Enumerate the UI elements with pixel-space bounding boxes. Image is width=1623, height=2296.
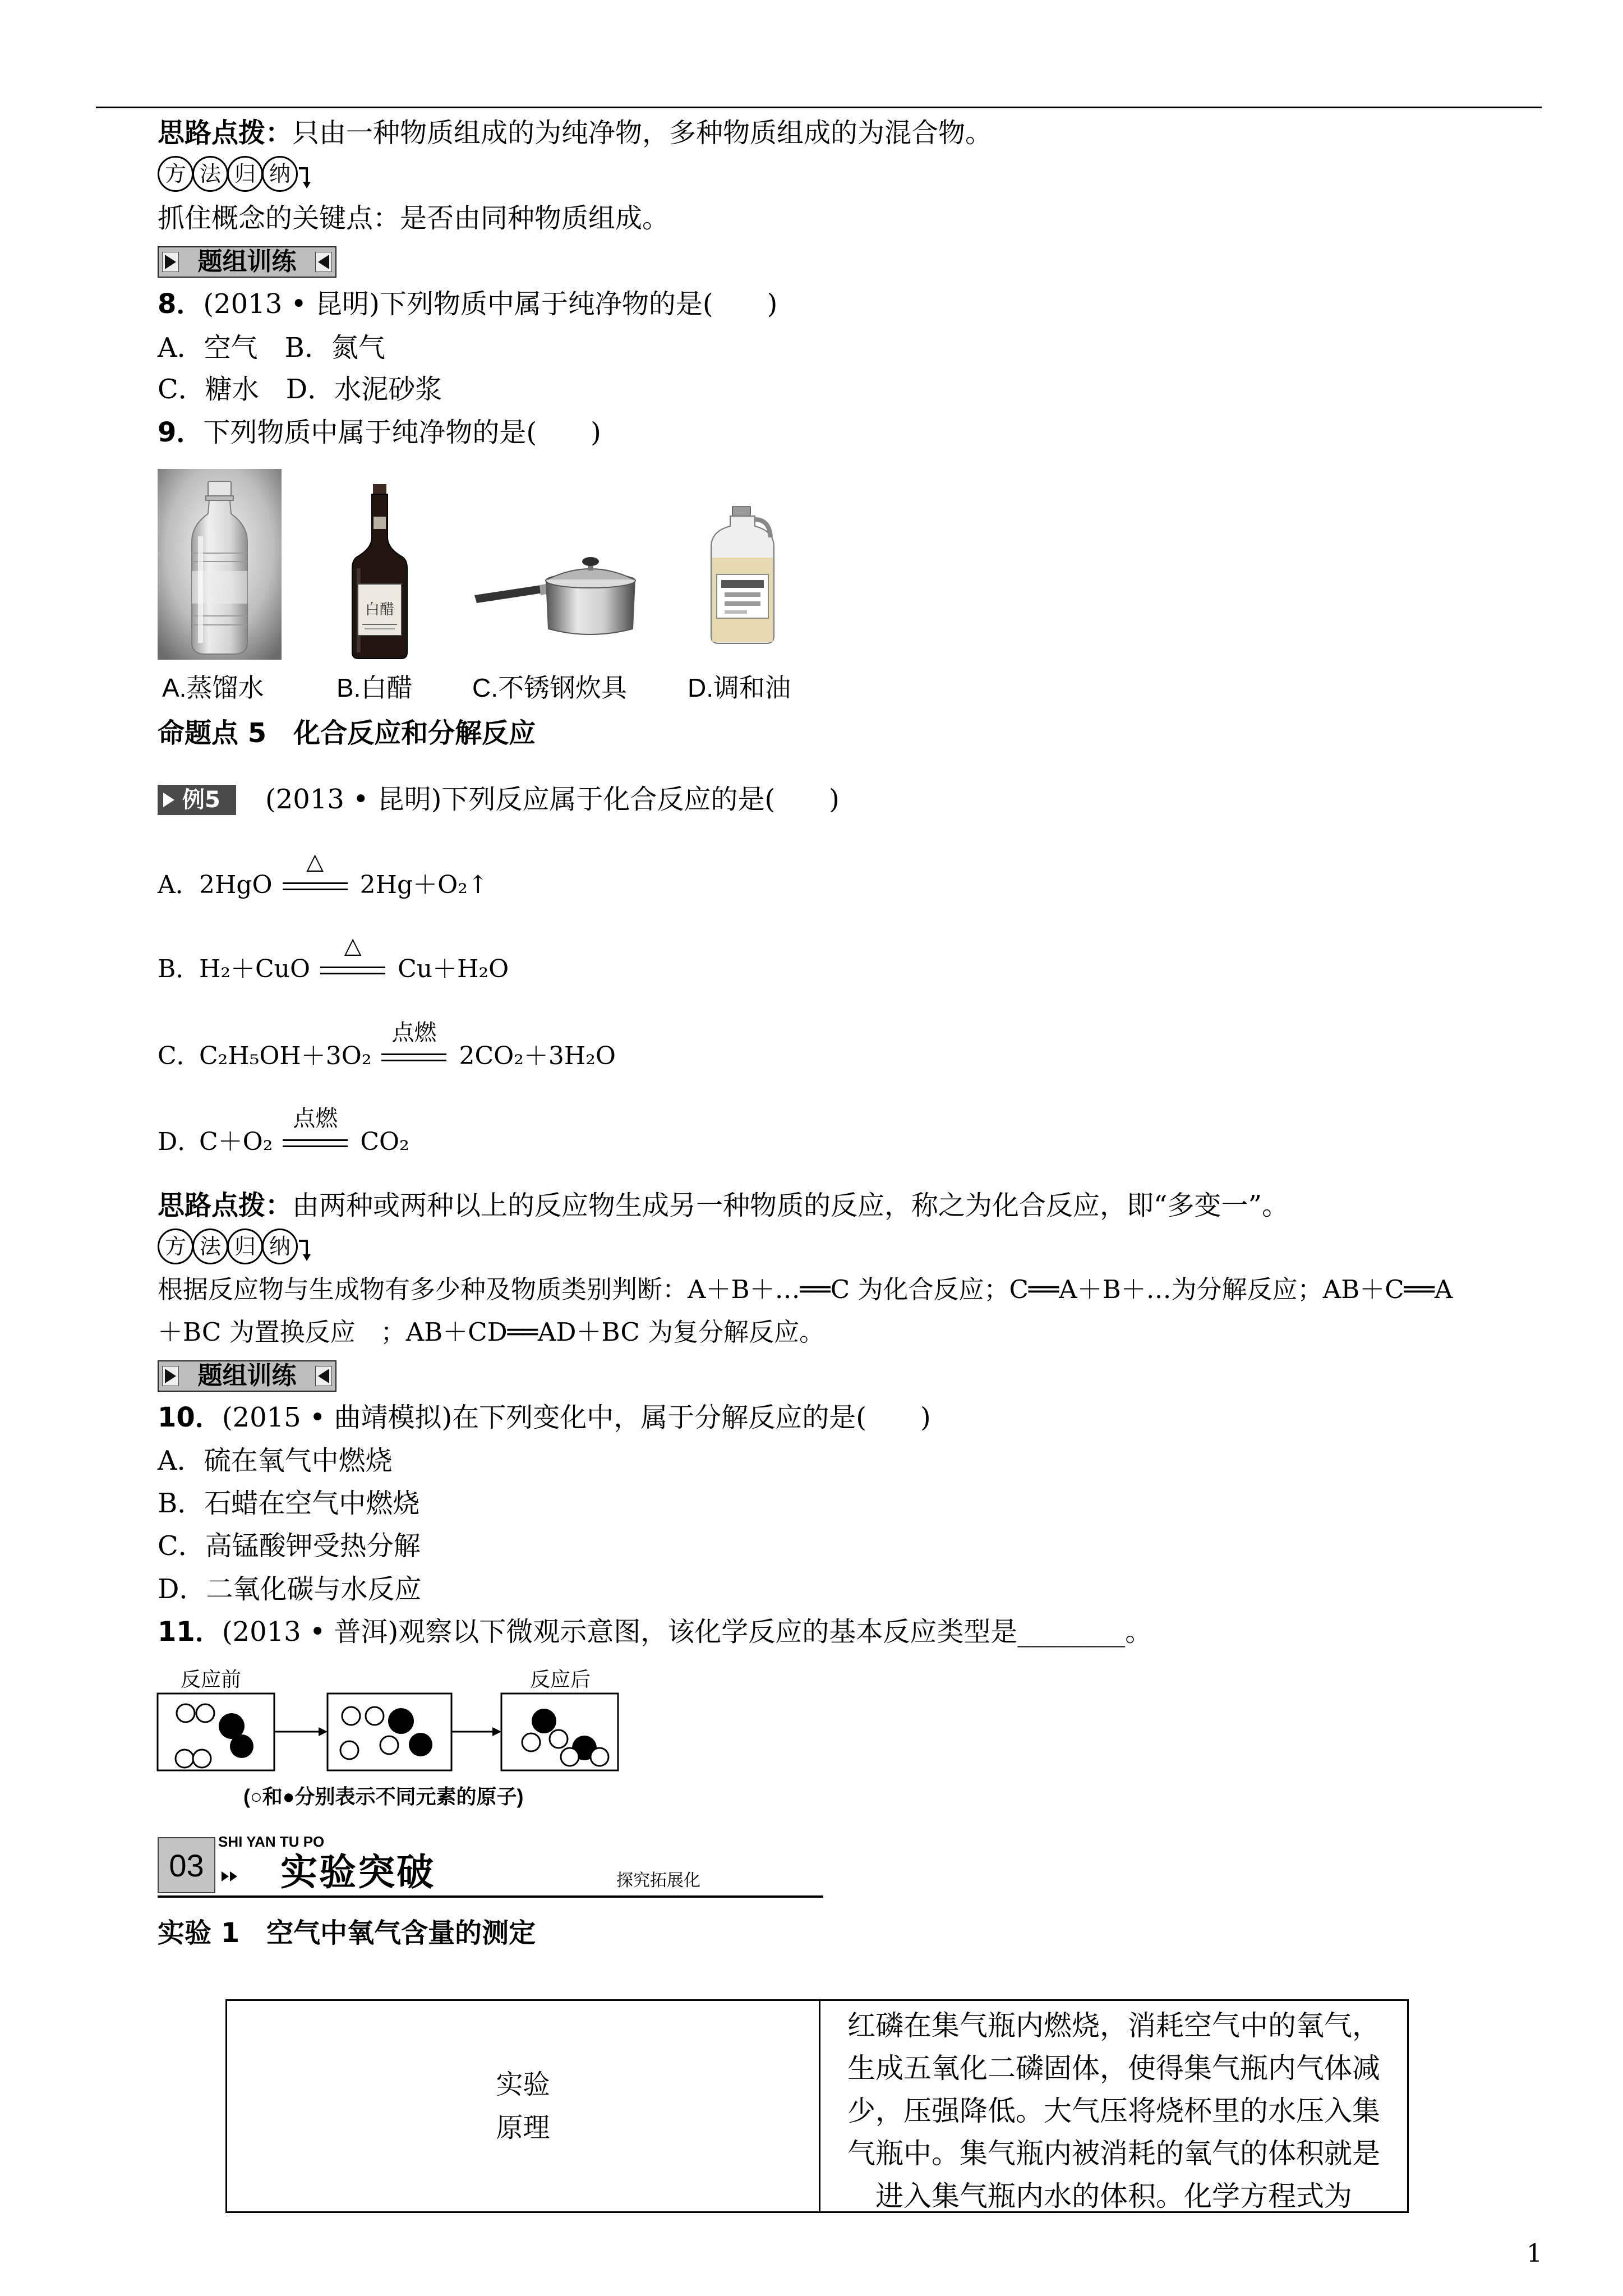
page-number: 1	[1527, 2239, 1542, 2268]
section-number: 03	[158, 1837, 215, 1893]
equation-products: Cu＋H₂O	[398, 955, 509, 983]
diagram-legend: (○和●分别表示不同元素的原子)	[243, 1785, 524, 1808]
group-training-label: 题组训练	[197, 1361, 297, 1390]
badge-char: 纳	[262, 1228, 298, 1264]
section-pinyin: SHI YAN TU PO	[218, 1833, 325, 1850]
equation-products: 2Hg＋O₂↑	[359, 871, 488, 899]
hook-arrow-icon	[298, 1230, 312, 1263]
distilled-water-bottle-photo	[158, 469, 282, 660]
question-number: 9．	[158, 417, 204, 448]
badge-char: 法	[192, 1228, 228, 1264]
hint-text: 由两种或两种以上的反应物生成另一种物质的反应，称之为化合反应，即“多变一”。	[292, 1190, 1289, 1221]
question-option: C．高锰酸钾受热分解	[158, 1530, 421, 1562]
play-right-icon	[162, 252, 179, 272]
equation-option-b	[158, 933, 509, 985]
option-label: A．	[158, 871, 200, 899]
play-left-icon	[315, 1366, 332, 1386]
example-stem: (2013 • 昆明)下列反应属于化合反应的是( )	[265, 784, 840, 815]
experiment-title: 实验 1 空气中氧气含量的测定	[158, 1917, 536, 1949]
equation-option-c	[158, 1020, 616, 1072]
image-caption: A.蒸馏水	[162, 673, 264, 702]
equation-reactants: 2HgO	[199, 871, 273, 899]
question-option: B．石蜡在空气中燃烧	[158, 1488, 420, 1519]
row-header-line: 实验	[496, 2068, 550, 2100]
topic-title: 化合反应和分解反应	[293, 717, 536, 749]
method-text-line: 根据反应物与生成物有多少种及物质类别判断：A＋B＋…══C 为化合反应；C══A＋B＋…为分解反应；AB＋C══A	[158, 1274, 1453, 1304]
option-label: B．	[158, 955, 201, 983]
equation-option-a	[158, 849, 488, 901]
topic-heading	[158, 717, 536, 749]
reaction-condition: △	[306, 849, 324, 875]
question-option: A．硫在氧气中燃烧	[158, 1445, 393, 1476]
before-label: 反应前	[180, 1668, 242, 1691]
topic-label: 命题点 5	[158, 717, 267, 749]
method-summary-badge	[158, 1228, 312, 1265]
play-left-icon	[315, 252, 332, 272]
hint-label: 思路点拨：	[158, 117, 293, 149]
equation-reactants: H₂＋CuO	[199, 955, 311, 983]
question-stem: (2013 • 普洱)观察以下微观示意图，该化学反应的基本反应类型是________。	[222, 1616, 1152, 1648]
question-9	[158, 417, 601, 448]
option-label: C．	[158, 1042, 201, 1070]
example-label: 例5	[182, 787, 220, 813]
question-10	[158, 1402, 931, 1433]
question-option: A．空气 B．氮气	[158, 332, 385, 364]
badge-char: 归	[227, 1228, 263, 1264]
badge-char: 归	[227, 156, 263, 192]
question-number: 11．	[158, 1616, 222, 1648]
hint-line-1	[158, 117, 992, 149]
group-training-label: 题组训练	[197, 247, 297, 276]
table-cell-content	[820, 2001, 1407, 2211]
question-11	[158, 1616, 1152, 1648]
reaction-condition: △	[344, 933, 362, 959]
badge-char: 纳	[262, 156, 298, 192]
hint-line-2	[158, 1190, 1289, 1221]
hook-arrow-icon	[298, 157, 312, 191]
method-text: 抓住概念的关键点：是否由同种物质组成。	[158, 203, 670, 234]
top-rule	[96, 107, 1542, 108]
reaction-micro-diagram	[151, 1660, 628, 1784]
group-training-banner	[158, 1360, 336, 1392]
example-banner	[158, 785, 236, 815]
equation-reactants: C₂H₅OH＋3O₂	[199, 1042, 372, 1070]
cell-text-line: 红磷在集气瓶内燃烧，消耗空气中的氧气，	[847, 2009, 1380, 2042]
question-option: D．二氧化碳与水反应	[158, 1573, 422, 1605]
hint-label: 思路点拨：	[158, 1190, 293, 1221]
table-row-header	[227, 2001, 820, 2211]
arrow-icon	[451, 1727, 501, 1736]
arrow-icon	[274, 1727, 328, 1736]
reaction-condition: 点燃	[391, 1020, 437, 1046]
reaction-equals-sign	[381, 1020, 446, 1072]
image-caption: B.白醋	[336, 673, 413, 702]
question-stem: 下列物质中属于纯净物的是( )	[203, 417, 601, 448]
question-number: 8．	[158, 288, 204, 320]
play-right-icon	[162, 1366, 179, 1386]
option-label: D．	[158, 1128, 202, 1156]
play-right-icon	[163, 793, 174, 807]
vinegar-bottle-photo	[342, 484, 417, 660]
stainless-steel-pan-photo	[472, 550, 639, 642]
cell-text-line: 气瓶中。集气瓶内被消耗的氧气的体积就是	[847, 2137, 1380, 2170]
question-stem: (2015 • 曲靖模拟)在下列变化中，属于分解反应的是( )	[222, 1402, 931, 1433]
double-arrow-icon	[222, 1871, 238, 1881]
bottle-label-text: 白醋	[365, 601, 395, 618]
row-header-line: 原理	[496, 2111, 550, 2143]
equation-option-d	[158, 1106, 409, 1158]
cell-text-line: 进入集气瓶内水的体积。化学方程式为	[875, 2180, 1352, 2212]
badge-char: 法	[192, 156, 228, 192]
image-caption: D.调和油	[688, 673, 791, 702]
equation-products: CO₂	[360, 1128, 409, 1156]
experiment-table	[225, 1999, 1409, 2213]
section-title: 实验突破	[280, 1851, 435, 1894]
reaction-condition: 点燃	[293, 1106, 338, 1131]
question-number: 10．	[158, 1402, 222, 1433]
badge-char: 方	[158, 1228, 193, 1264]
image-caption: C.不锈钢炊具	[472, 673, 627, 702]
group-training-banner	[158, 246, 336, 278]
after-label: 反应后	[529, 1668, 591, 1691]
cell-text-line: 生成五氧化二磷固体，使得集气瓶内气体减	[847, 2052, 1380, 2085]
question-stem: (2013 • 昆明)下列物质中属于纯净物的是( )	[203, 288, 778, 320]
section-underline	[158, 1895, 823, 1898]
equation-reactants: C＋O₂	[199, 1128, 273, 1156]
question-8	[158, 288, 777, 320]
equation-products: 2CO₂＋3H₂O	[459, 1042, 616, 1070]
reaction-equals-sign	[320, 933, 385, 985]
hint-text: 只由一种物质组成的为纯净物，多种物质组成的为混合物。	[292, 117, 993, 149]
badge-char: 方	[158, 156, 193, 192]
cooking-oil-jug-photo	[708, 506, 777, 645]
cell-text-line: 少，压强降低。大气压将烧杯里的水压入集	[847, 2095, 1380, 2127]
method-text-line: ＋BC 为置换反应 ；AB＋CD══AD＋BC 为复分解反应。	[158, 1317, 825, 1347]
section-subtitle: 探究拓展化	[616, 1871, 700, 1890]
question-option: C．糖水 D．水泥砂浆	[158, 374, 442, 405]
reaction-equals-sign	[283, 849, 348, 901]
method-summary-badge	[158, 155, 312, 192]
reaction-equals-sign	[283, 1106, 348, 1158]
